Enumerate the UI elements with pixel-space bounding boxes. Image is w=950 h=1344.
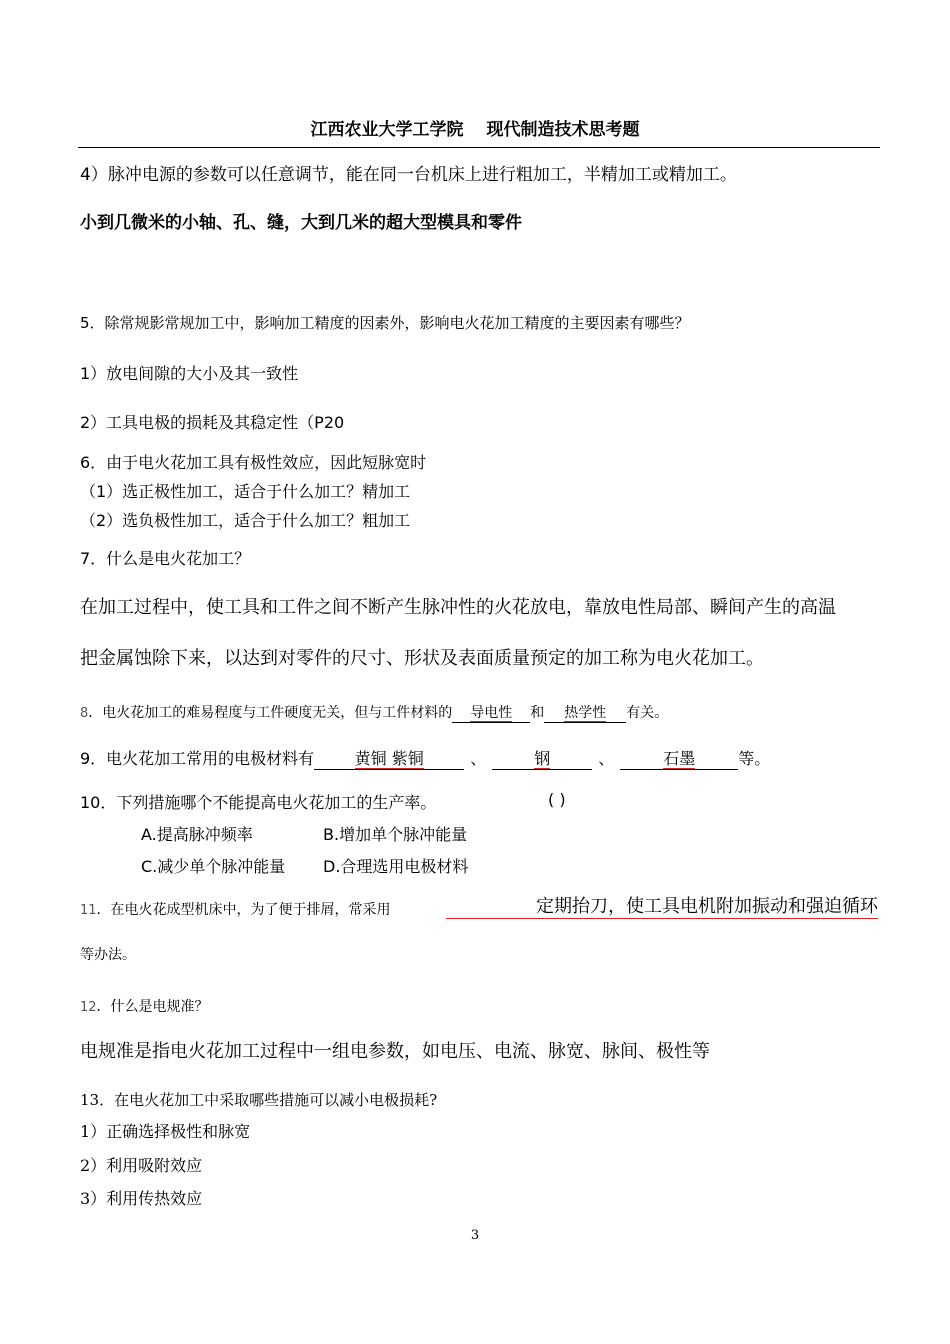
- q11-number: 11: [80, 903, 97, 918]
- q8-number: 8: [80, 706, 89, 721]
- q11-answer: 定期抬刀，使工具电机附加振动和强迫循环: [446, 892, 878, 919]
- q9-answer-1: 黄铜 紫铜: [354, 749, 424, 768]
- q5-answer-2: 2）工具电极的损耗及其稳定性（P20: [80, 413, 345, 432]
- q12-number: 12: [80, 1000, 97, 1015]
- q9-blank-1: [314, 746, 464, 770]
- question-13: 13．在电火花加工中采取哪些措施可以减小电极损耗?: [80, 1091, 438, 1109]
- q4-range-answer: 小到几微米的小轴、孔、缝，大到几米的超大型模具和零件: [80, 213, 522, 233]
- q9-blank-2: [492, 746, 592, 770]
- q6-answer-1: （1）选正极性加工，适合于什么加工？精加工: [80, 482, 411, 501]
- q9-text: 9．电火花加工常用的电极材料有: [80, 749, 315, 768]
- question-8: [80, 702, 668, 723]
- q5-answer-1: 1）放电间隙的大小及其一致性: [80, 364, 299, 383]
- question-6: 6．由于电火花加工具有极性效应，因此短脉宽时: [80, 453, 427, 472]
- q9-separator-2: 、: [598, 749, 615, 768]
- q10-option-a: A.提高脉冲频率: [141, 825, 253, 844]
- q6-answer-2: （2）选负极性加工，适合于什么加工？粗加工: [80, 511, 411, 530]
- page-number: 3: [470, 1228, 480, 1243]
- question-10: 10．下列措施哪个不能提高电火花加工的生产率。: [80, 793, 437, 812]
- q12-text: ．什么是电规准？: [96, 999, 209, 1015]
- q7-answer-line-2: 把金属蚀除下来，以达到对零件的尺寸、形状及表面质量预定的加工称为电火花加工。: [80, 648, 764, 669]
- q8-answer-2: 热学性: [564, 705, 607, 721]
- q13-answer-2: 2）利用吸附效应: [80, 1156, 203, 1175]
- header-rule: [78, 147, 880, 148]
- q8-blank-1: [452, 702, 530, 723]
- q7-answer-line-1: 在加工过程中，使工具和工件之间不断产生脉冲性的火花放电，靠放电性局部、瞬间产生的高温: [80, 597, 836, 618]
- q8-and: 和: [530, 705, 545, 721]
- q9-separator-1: 、: [470, 749, 487, 768]
- question-12: [80, 996, 209, 1016]
- q4-point-4: 4）脉冲电源的参数可以任意调节，能在同一台机床上进行粗加工，半精加工或精加工。: [80, 165, 737, 185]
- q8-text: ．电火花加工的难易程度与工件硬度无关，但与工件材料的: [88, 705, 453, 721]
- q8-answer-1: 导电性: [470, 705, 513, 721]
- question-5: 5．除常规影常规加工中，影响加工精度的因素外，影响电火花加工精度的主要因素有哪些？: [80, 314, 690, 332]
- q9-end: 等。: [738, 749, 771, 768]
- question-7: 7．什么是电火花加工？: [80, 549, 251, 568]
- q10-option-b: B.增加单个脉冲能量: [323, 825, 468, 844]
- q10-option-c: C.减少单个脉冲能量: [141, 857, 286, 876]
- q8-blank-2: [544, 702, 626, 723]
- q12-answer: 电规准是指电火花加工过程中一组电参数，如电压、电流、脉宽、脉间、极性等: [80, 1041, 710, 1062]
- q10-answer-paren: ( ): [548, 790, 566, 809]
- q11-end: 等办法。: [80, 947, 136, 963]
- question-11: [80, 899, 391, 919]
- q9-answer-3: 石墨: [663, 749, 696, 768]
- q13-answer-3: 3）利用传热效应: [80, 1189, 203, 1208]
- q11-text: ．在电火花成型机床中，为了便于排屑，常采用: [96, 902, 391, 918]
- q13-answer-1: 1）正确选择极性和脉宽: [80, 1122, 251, 1141]
- q9-answer-2: 钢: [534, 749, 551, 768]
- page-header-title: 江西农业大学工学院 现代制造技术思考题: [310, 120, 640, 140]
- q10-option-d: D.合理选用电极材料: [323, 857, 469, 876]
- q9-blank-3: [620, 746, 738, 770]
- question-9: [80, 746, 770, 770]
- q8-end: 有关。: [626, 705, 669, 721]
